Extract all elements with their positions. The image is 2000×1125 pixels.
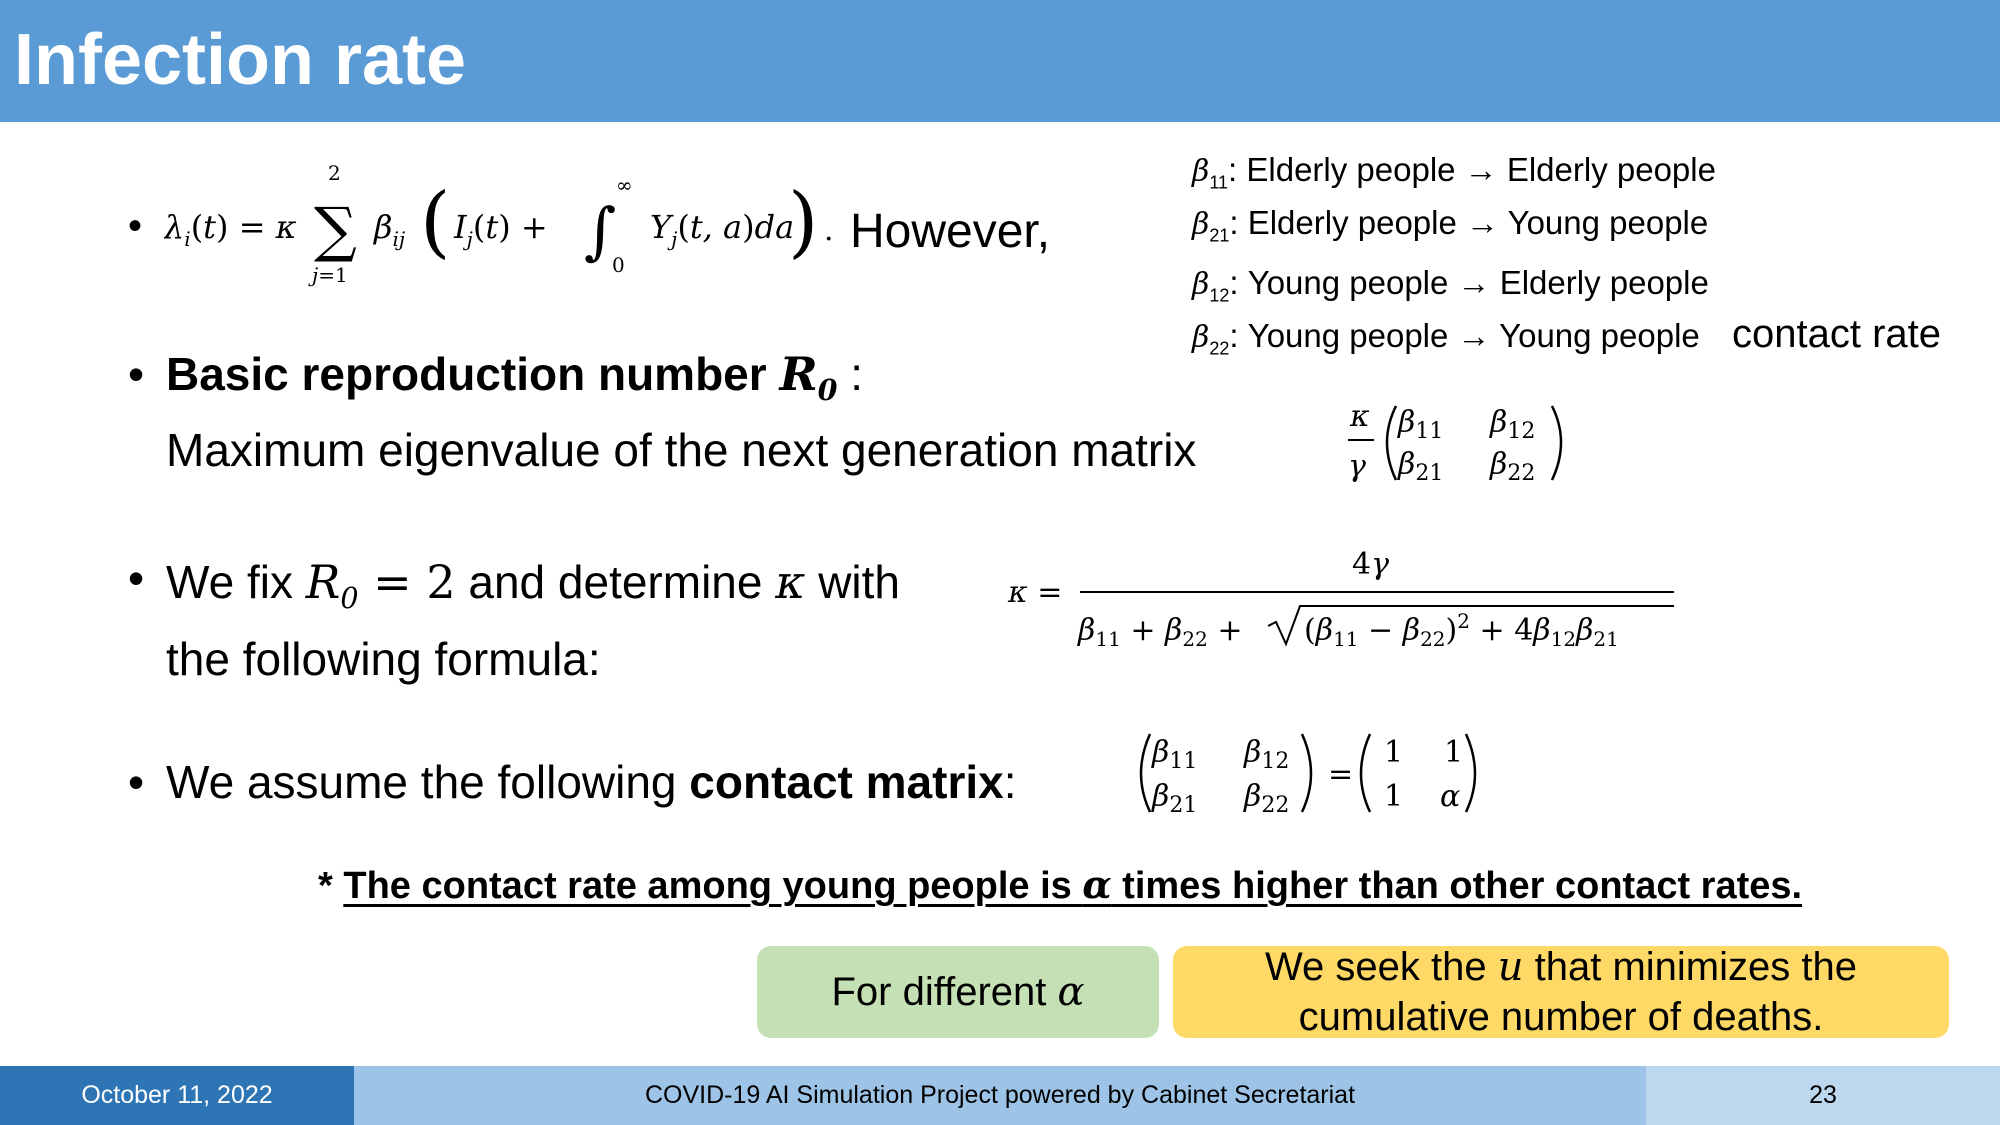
svg-text:∫: ∫ (584, 194, 617, 267)
svg-text:β11: $\beta_{11}$ (1152, 735, 1198, 774)
bullet-3 (128, 552, 144, 604)
legend-row-11: $\beta_{11}$: Elderly people → Elderly people (1192, 151, 1716, 193)
svg-text:λi(t) = κ: $\lambda_i(t) = \kappa$ (164, 208, 297, 251)
svg-text:β21: $\beta_{21}$ (1398, 447, 1444, 486)
however-label: However, (850, 205, 1051, 258)
svg-text:j=1: j=1 (312, 263, 348, 287)
svg-text:β12: $\beta_{12}$ (1244, 735, 1290, 774)
r0-symbol: $R_0$ (779, 347, 838, 407)
svg-text:1: 1 (1444, 735, 1464, 770)
r0-symbol: $R_0$ (305, 555, 359, 615)
svg-text:0: 0 (612, 253, 625, 277)
contact-rate-label: contact rate (1732, 312, 1942, 356)
svg-text:4γ: 4γ (1352, 547, 1390, 582)
bullet-3-text: We fix $R_0 = 2$ and determine κ with the following formula: (166, 555, 901, 685)
slide-title: Infection rate (14, 20, 467, 100)
svg-text:(: ( (420, 177, 451, 267)
footer-project: COVID-19 AI Simulation Project powered by Cabinet Secretariat (354, 1066, 1646, 1125)
svg-text:1: 1 (1384, 735, 1404, 770)
legend-row-21: $\beta_{21}$: Elderly people → Young people (1192, 203, 1709, 246)
svg-text:α: α (1440, 779, 1461, 814)
svg-text:β22: $\beta_{22}$ (1490, 447, 1536, 486)
title-bar (0, 0, 2000, 122)
svg-text:β21: $\beta_{21}$ (1152, 779, 1198, 818)
svg-text:β11 + β22 +: $\beta_{11} + \beta_{22}$ + (1078, 613, 1243, 650)
svg-text:β11: $\beta_{11}$ (1398, 405, 1444, 444)
kappa-formula (1006, 540, 1706, 650)
beta-legend (1192, 148, 1716, 370)
bullet-dot: • (128, 348, 145, 400)
bullet-dot: • (128, 204, 143, 248)
svg-text:): ) (788, 177, 819, 267)
contact-matrix-equation (1132, 726, 1512, 826)
footer-date: October 11, 2022 (0, 1066, 354, 1125)
svg-text:κ: κ (1350, 399, 1370, 434)
svg-text:=: = (1328, 757, 1354, 792)
bullet-dot: • (128, 552, 145, 604)
svg-text:β12: $\beta_{12}$ (1490, 405, 1536, 444)
bullet-dot: • (128, 756, 145, 808)
r0-heading: Basic reproduction number (166, 348, 780, 400)
legend-row-22: $\beta_{22}$: Young people → Young people (1192, 316, 1700, 359)
svg-text:β22: $\beta_{22}$ (1244, 779, 1290, 818)
page-number: 23 (1646, 1066, 2000, 1125)
infection-rate-formula (164, 160, 864, 300)
svg-text:2: 2 (328, 161, 341, 185)
svg-text:(β11 − β22)2 + 4β12β21: $(\beta_{11} - \beta_{22})^2 + 4\beta_{12}\beta_{21}$ (1304, 609, 1619, 650)
svg-text:1: 1 (1384, 779, 1404, 814)
svg-text:βij: $\beta_{ij}$ (374, 208, 406, 251)
objective-line-1: We seek the u that minimizes the (1265, 944, 1857, 990)
svg-text:γ: γ (1348, 449, 1366, 484)
svg-text:Ij(t) +: $I_j(t)$ + (454, 208, 548, 251)
svg-text:.: . (824, 213, 834, 248)
objective-line-2: cumulative number of deaths. (1298, 995, 1824, 1039)
next-generation-matrix (1344, 392, 1584, 492)
objective-box (1173, 946, 1949, 1038)
bullet-2-text: Basic reproduction number $R_0$ : Maximum eigenvalue of the next generation matrix (166, 347, 1197, 476)
svg-text:Yj(t, a)da: $Y_j(t$, a)da (650, 208, 795, 251)
r0-definition: Maximum eigenvalue of the next generation matrix (166, 423, 1197, 476)
contact-matrix-label: contact matrix (689, 756, 1004, 808)
bullet-4 (128, 756, 144, 808)
bullet-4-text: We assume the following contact matrix: (166, 756, 1017, 808)
bullet-2 (128, 348, 144, 400)
svg-text:κ =: κ = (1008, 575, 1063, 610)
contact-rate-note: * The contact rate among young people is α times higher than other contact rates. (318, 862, 1803, 907)
bullet-1 (128, 160, 1088, 300)
note-underlined: The contact rate among young people is α times higher than other contact rates. (343, 862, 1803, 907)
legend-row-12: $\beta_{12}$: Young people → Elderly people (1192, 264, 1709, 306)
different-alpha-box: For different α (757, 946, 1159, 1038)
svg-text:∑: ∑ (314, 195, 357, 265)
svg-text:∞: ∞ (616, 173, 633, 197)
